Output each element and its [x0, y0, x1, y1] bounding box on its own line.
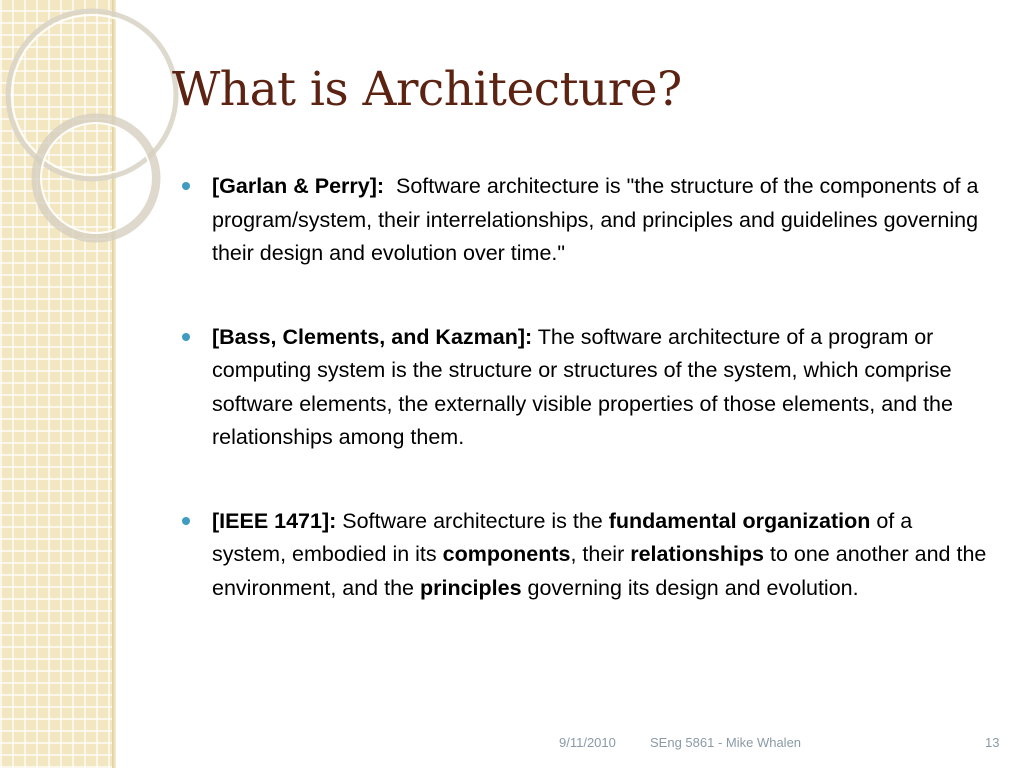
- emphasis-text: components: [442, 542, 571, 566]
- citation-label: [Bass, Clements, and Kazman]:: [212, 324, 533, 349]
- slide-title: What is Architecture?: [172, 62, 682, 117]
- bullet-text: Software architecture is "the structure of the components of a program/system, their interrelationships, and principles and guidelines governing their design and evolution over time.": [212, 174, 985, 265]
- bullet-item-ieee-1471: [182, 505, 992, 606]
- slide-number: 13: [985, 735, 1000, 750]
- footer-date: 9/11/2010: [559, 735, 616, 750]
- bullet-list: [182, 170, 992, 605]
- bullet-item-garlan-perry: [182, 170, 992, 271]
- bullet-text: to one another and the environment, and the: [212, 542, 993, 600]
- emphasis-text: relationships: [630, 542, 765, 566]
- bullet-dot-icon: [182, 333, 190, 341]
- bullet-text: Software architecture is the: [336, 508, 609, 533]
- ring-decoration-icon: [0, 0, 200, 300]
- citation-label: [IEEE 1471]:: [212, 508, 337, 533]
- bullet-text: of a system, embodied in its: [212, 508, 919, 566]
- bullet-dot-icon: [182, 517, 190, 525]
- bullet-text: , their: [570, 542, 631, 566]
- bullet-text: The software architecture of a program or computing system is the structure or structures of the system, which comprise software elements, the externally visible properties of those elements, and the relationships among them.: [212, 324, 959, 449]
- bullet-text: governing its design and evolution.: [521, 575, 859, 600]
- citation-label: [Garlan & Perry]:: [212, 174, 385, 198]
- bullet-dot-icon: [182, 182, 190, 190]
- emphasis-text: fundamental organization: [608, 508, 871, 533]
- bullet-item-bass-clements-kazman: [182, 321, 992, 455]
- footer-course: SEng 5861 - Mike Whalen: [650, 735, 802, 750]
- emphasis-text: principles: [419, 575, 522, 600]
